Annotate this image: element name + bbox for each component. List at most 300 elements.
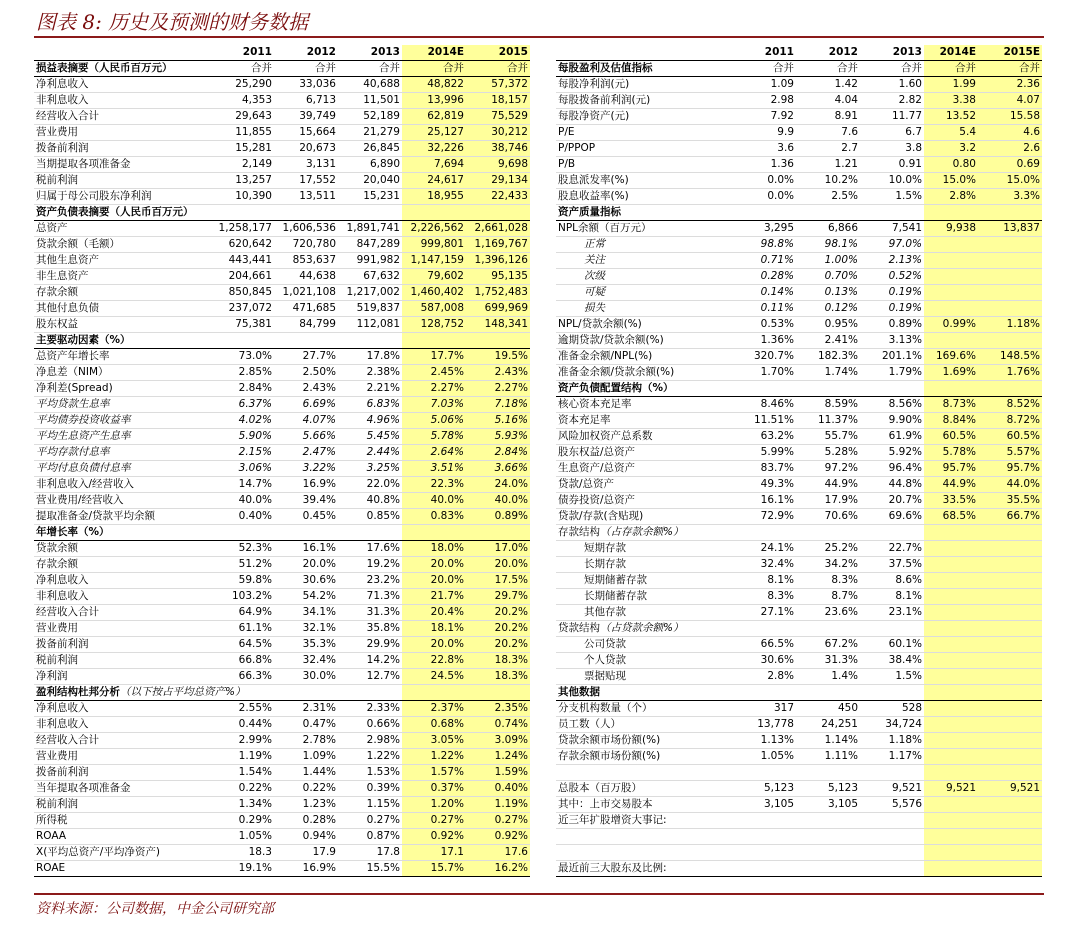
table-row: [34, 637, 530, 653]
value-cell: 3.66%: [466, 461, 530, 477]
row-label: [34, 301, 210, 317]
table-row: [556, 189, 1042, 205]
value-cell: 3,131: [274, 157, 338, 173]
row-label-text: P/B: [558, 158, 576, 170]
row-label-note: （占存款余额%）: [600, 526, 684, 538]
value-cell: 720,780: [274, 237, 338, 253]
value-cell: 850,845: [210, 285, 274, 301]
value-cell: 2.43%: [274, 381, 338, 397]
table-row: [34, 285, 530, 301]
value-cell: 0.19%: [860, 301, 924, 317]
value-cell: 10,390: [210, 189, 274, 205]
value-cell: 2.31%: [274, 701, 338, 717]
table-row: [34, 621, 530, 637]
value-cell: [860, 685, 924, 701]
value-cell: 8.56%: [860, 397, 924, 413]
table-row: [34, 845, 530, 861]
value-cell: [978, 381, 1042, 397]
table-row: [34, 445, 530, 461]
value-cell: [796, 621, 860, 637]
row-label-text: 票据贴现: [584, 670, 626, 682]
value-cell: 450: [796, 701, 860, 717]
value-cell: 1,396,126: [466, 253, 530, 269]
row-label-note: （以下按占平均总资产%）: [120, 686, 246, 698]
value-cell: 1.05%: [732, 749, 796, 765]
row-label: [556, 637, 732, 653]
value-cell: 24,617: [402, 173, 466, 189]
value-cell: 0.40%: [210, 509, 274, 525]
value-cell: 7.6: [796, 125, 860, 141]
value-cell: 9,521: [978, 781, 1042, 797]
row-label-text: 其他数据: [558, 686, 600, 698]
value-cell: 0.27%: [338, 813, 402, 829]
value-cell: 1.5%: [860, 189, 924, 205]
value-cell: 1.70%: [732, 365, 796, 381]
row-label: [556, 461, 732, 477]
value-cell: 20,040: [338, 173, 402, 189]
value-cell: 2.55%: [210, 701, 274, 717]
table-row: [34, 141, 530, 157]
value-cell: 699,969: [466, 301, 530, 317]
row-label-text: P/PPOP: [558, 142, 596, 154]
value-cell: 1.18%: [978, 317, 1042, 333]
value-cell: 7.92: [732, 109, 796, 125]
value-cell: [978, 205, 1042, 221]
row-label: [556, 829, 732, 845]
value-cell: 2.13%: [860, 253, 924, 269]
row-label-text: 债券投资/总资产: [558, 494, 636, 506]
value-cell: [860, 845, 924, 861]
value-cell: 20.0%: [402, 557, 466, 573]
row-label: [556, 125, 732, 141]
value-cell: 0.71%: [732, 253, 796, 269]
value-cell: 1,147,159: [402, 253, 466, 269]
value-cell: 0.11%: [732, 301, 796, 317]
value-cell: 20.0%: [402, 637, 466, 653]
value-cell: 18,955: [402, 189, 466, 205]
value-cell: 29.7%: [466, 589, 530, 605]
value-cell: 18.0%: [402, 541, 466, 557]
row-label-text: 平均存款付息率: [36, 446, 110, 458]
value-cell: 0.45%: [274, 509, 338, 525]
value-cell: 25.2%: [796, 541, 860, 557]
table-row: [556, 397, 1042, 413]
value-cell: 15,231: [338, 189, 402, 205]
table-row: [34, 813, 530, 829]
table-row: [556, 845, 1042, 861]
value-cell: 5.4: [924, 125, 978, 141]
row-label: [556, 365, 732, 381]
value-cell: 112,081: [338, 317, 402, 333]
value-cell: [796, 685, 860, 701]
row-label: [34, 861, 210, 877]
value-cell: 2,149: [210, 157, 274, 173]
value-cell: 5,576: [860, 797, 924, 813]
row-label-text: 股东权益: [36, 318, 78, 330]
value-cell: 2.21%: [338, 381, 402, 397]
title-rule: [34, 36, 1044, 38]
value-cell: 68.5%: [924, 509, 978, 525]
value-cell: [978, 701, 1042, 717]
value-cell: 443,441: [210, 253, 274, 269]
value-cell: 0.22%: [210, 781, 274, 797]
value-cell: 11,501: [338, 93, 402, 109]
value-cell: [978, 285, 1042, 301]
value-cell: 8.72%: [978, 413, 1042, 429]
value-cell: 0.12%: [796, 301, 860, 317]
value-cell: [924, 381, 978, 397]
value-cell: 61.9%: [860, 429, 924, 445]
table-row: [556, 109, 1042, 125]
value-cell: 3,295: [732, 221, 796, 237]
value-cell: 20.0%: [274, 557, 338, 573]
value-cell: 49.3%: [732, 477, 796, 493]
value-cell: 1.53%: [338, 765, 402, 781]
value-cell: 17.9%: [796, 493, 860, 509]
value-cell: 0.53%: [732, 317, 796, 333]
value-cell: [466, 205, 530, 221]
value-cell: 35.8%: [338, 621, 402, 637]
table-row: [556, 765, 1042, 781]
value-cell: 0.22%: [274, 781, 338, 797]
section-header-row: [556, 685, 1042, 701]
table-row: [34, 509, 530, 525]
value-cell: 6.69%: [274, 397, 338, 413]
value-cell: 25,290: [210, 77, 274, 93]
row-label-text: 资本充足率: [558, 414, 611, 426]
value-cell: 2.82: [860, 93, 924, 109]
row-label-text: 准备金余额/NPL(%): [558, 350, 653, 362]
row-label: [34, 669, 210, 685]
value-cell: 2.6: [978, 141, 1042, 157]
value-cell: 66.7%: [978, 509, 1042, 525]
row-label: [556, 93, 732, 109]
value-cell: 18.3%: [466, 653, 530, 669]
table-row: [34, 605, 530, 621]
value-cell: 34.1%: [274, 605, 338, 621]
row-label-text: 总股本（百万股）: [558, 782, 642, 794]
value-cell: [338, 205, 402, 221]
value-cell: 2.7: [796, 141, 860, 157]
row-label: [556, 701, 732, 717]
value-cell: [732, 381, 796, 397]
value-cell: [338, 333, 402, 349]
value-cell: 5.16%: [466, 413, 530, 429]
value-cell: 97.2%: [796, 461, 860, 477]
row-label: [556, 61, 732, 77]
value-cell: 1,258,177: [210, 221, 274, 237]
value-cell: [924, 557, 978, 573]
value-cell: 57,372: [466, 77, 530, 93]
value-cell: 11,855: [210, 125, 274, 141]
value-cell: 32.4%: [732, 557, 796, 573]
section-header-row: [34, 685, 530, 701]
value-cell: 1.79%: [860, 365, 924, 381]
value-cell: [924, 685, 978, 701]
value-cell: 合并: [978, 61, 1042, 77]
value-cell: [978, 637, 1042, 653]
value-cell: 4.96%: [338, 413, 402, 429]
value-cell: 29.9%: [338, 637, 402, 653]
table-row: [34, 413, 530, 429]
value-cell: 6,713: [274, 93, 338, 109]
table-row: [556, 861, 1042, 877]
value-cell: 75,381: [210, 317, 274, 333]
row-label: [556, 733, 732, 749]
value-cell: 1,217,002: [338, 285, 402, 301]
value-cell: [210, 333, 274, 349]
row-label: [34, 173, 210, 189]
table-row: [34, 653, 530, 669]
row-label-text: 净利息收入: [36, 574, 89, 586]
value-cell: 38,746: [466, 141, 530, 157]
value-cell: 3.3%: [978, 189, 1042, 205]
table-row: [556, 781, 1042, 797]
value-cell: [274, 205, 338, 221]
value-cell: 847,289: [338, 237, 402, 253]
value-cell: [924, 589, 978, 605]
section-header-row: [34, 525, 530, 541]
table-row: [556, 253, 1042, 269]
value-cell: 0.47%: [274, 717, 338, 733]
table-row: [556, 461, 1042, 477]
value-cell: 1,169,767: [466, 237, 530, 253]
table-row: [34, 557, 530, 573]
value-cell: 18.1%: [402, 621, 466, 637]
value-cell: 71.3%: [338, 589, 402, 605]
table-row: [34, 477, 530, 493]
value-cell: 8.1%: [732, 573, 796, 589]
value-cell: 0.89%: [466, 509, 530, 525]
table-row: [34, 797, 530, 813]
row-label: [556, 157, 732, 173]
value-cell: 2.44%: [338, 445, 402, 461]
value-cell: [924, 797, 978, 813]
value-cell: 64.9%: [210, 605, 274, 621]
value-cell: 40.0%: [210, 493, 274, 509]
value-cell: [924, 717, 978, 733]
value-cell: [924, 573, 978, 589]
value-cell: 12.7%: [338, 669, 402, 685]
value-cell: [796, 829, 860, 845]
row-label-text: 非利息收入: [36, 94, 89, 106]
row-label-text: 拨备前利润: [36, 638, 89, 650]
table-row: [34, 109, 530, 125]
table-row: [556, 525, 1042, 541]
row-label-text: 总资产年增长率: [36, 350, 110, 362]
value-cell: 1.20%: [402, 797, 466, 813]
row-label-text: 分支机构数量（个）: [558, 702, 653, 714]
value-cell: 2.99%: [210, 733, 274, 749]
value-cell: 29,134: [466, 173, 530, 189]
row-label: [556, 589, 732, 605]
value-cell: 528: [860, 701, 924, 717]
row-label-text: 所得税: [36, 814, 68, 826]
value-cell: 35.3%: [274, 637, 338, 653]
value-cell: 17.9: [274, 845, 338, 861]
value-cell: [732, 845, 796, 861]
value-cell: 8.6%: [860, 573, 924, 589]
value-cell: 15.7%: [402, 861, 466, 877]
value-cell: 5.45%: [338, 429, 402, 445]
value-cell: 13,257: [210, 173, 274, 189]
section-header-row: [556, 381, 1042, 397]
table-row: [556, 829, 1042, 845]
table-row: [556, 749, 1042, 765]
row-label-text: 生息资产/总资产: [558, 462, 636, 474]
value-cell: 0.28%: [274, 813, 338, 829]
table-row: [34, 829, 530, 845]
value-cell: 13,837: [978, 221, 1042, 237]
table-row: [34, 237, 530, 253]
row-label-text: 损益表摘要（人民币百万元）: [36, 62, 173, 74]
value-cell: [978, 237, 1042, 253]
value-cell: 22,433: [466, 189, 530, 205]
value-cell: [796, 381, 860, 397]
value-cell: [796, 765, 860, 781]
header-blank-cell: [34, 45, 210, 61]
value-cell: 0.80: [924, 157, 978, 173]
row-label: [34, 685, 246, 701]
value-cell: 519,837: [338, 301, 402, 317]
row-label: [556, 509, 732, 525]
value-cell: [796, 861, 860, 877]
row-label: [34, 781, 210, 797]
value-cell: 2,661,028: [466, 221, 530, 237]
value-cell: 169.6%: [924, 349, 978, 365]
row-label-note: （占贷款余额%）: [600, 622, 684, 634]
table-row: [556, 237, 1042, 253]
value-cell: 48,822: [402, 77, 466, 93]
value-cell: [978, 301, 1042, 317]
value-cell: 1.42: [796, 77, 860, 93]
value-cell: 6.37%: [210, 397, 274, 413]
value-cell: [732, 829, 796, 845]
row-label: [556, 413, 732, 429]
value-cell: [978, 269, 1042, 285]
value-cell: 44.8%: [860, 477, 924, 493]
row-label-text: 当期提取各项准备金: [36, 158, 131, 170]
value-cell: 6,890: [338, 157, 402, 173]
value-cell: 0.39%: [338, 781, 402, 797]
row-label: [34, 701, 210, 717]
table-row: [34, 221, 530, 237]
row-label: [556, 141, 732, 157]
row-label-text: 短期储蓄存款: [584, 574, 647, 586]
row-label-text: 拨备前利润: [36, 766, 89, 778]
value-cell: [466, 685, 530, 701]
value-cell: 27.1%: [732, 605, 796, 621]
value-cell: 73.0%: [210, 349, 274, 365]
row-label-text: 存款余额: [36, 558, 78, 570]
value-cell: 17.1: [402, 845, 466, 861]
value-cell: 2.47%: [274, 445, 338, 461]
value-cell: [732, 621, 796, 637]
value-cell: 24.5%: [402, 669, 466, 685]
value-cell: [924, 653, 978, 669]
table-row: [34, 541, 530, 557]
table-row: [556, 653, 1042, 669]
row-label: [556, 269, 732, 285]
header-blank-cell: [556, 45, 732, 61]
source-rule: [34, 893, 1044, 895]
row-label: [556, 557, 732, 573]
row-label: [34, 429, 210, 445]
value-cell: 2.8%: [924, 189, 978, 205]
row-label-text: 正常: [584, 238, 605, 250]
value-cell: 5.78%: [924, 445, 978, 461]
value-cell: 3.2: [924, 141, 978, 157]
value-cell: 8.91: [796, 109, 860, 125]
row-label: [34, 205, 210, 221]
value-cell: 3.38: [924, 93, 978, 109]
row-label: [34, 237, 210, 253]
row-label: [34, 541, 210, 557]
row-label: [34, 253, 210, 269]
value-cell: 1.44%: [274, 765, 338, 781]
row-label-text: 个人贷款: [584, 654, 626, 666]
value-cell: 26,845: [338, 141, 402, 157]
value-cell: 5.06%: [402, 413, 466, 429]
value-cell: 0.92%: [466, 829, 530, 845]
value-cell: [860, 205, 924, 221]
value-cell: 15.58: [978, 109, 1042, 125]
value-cell: 31.3%: [338, 605, 402, 621]
value-cell: [924, 845, 978, 861]
value-cell: 70.6%: [796, 509, 860, 525]
row-label: [556, 253, 732, 269]
value-cell: [978, 813, 1042, 829]
value-cell: 4,353: [210, 93, 274, 109]
table-row: [556, 141, 1042, 157]
value-cell: [466, 333, 530, 349]
value-cell: 1.4%: [796, 669, 860, 685]
row-label-text: 当年提取各项准备金: [36, 782, 131, 794]
value-cell: [924, 621, 978, 637]
row-label-text: 其他存款: [584, 606, 626, 618]
row-label: [556, 669, 732, 685]
value-cell: 0.99%: [924, 317, 978, 333]
value-cell: 1,460,402: [402, 285, 466, 301]
value-cell: 3.06%: [210, 461, 274, 477]
row-label-text: 贷款余额市场份额(%): [558, 734, 661, 746]
value-cell: [978, 541, 1042, 557]
row-label-text: 贷款余额: [36, 542, 78, 554]
value-cell: 30.0%: [274, 669, 338, 685]
row-label-text: 风险加权资产总系数: [558, 430, 653, 442]
value-cell: 2.33%: [338, 701, 402, 717]
value-cell: 9,698: [466, 157, 530, 173]
row-label: [34, 845, 210, 861]
value-cell: [732, 813, 796, 829]
value-cell: [860, 813, 924, 829]
row-label: [556, 749, 732, 765]
value-cell: 72.9%: [732, 509, 796, 525]
value-cell: [210, 525, 274, 541]
value-cell: 20.4%: [402, 605, 466, 621]
value-cell: 44,638: [274, 269, 338, 285]
section-header-row: [34, 61, 530, 77]
table-row: [556, 573, 1042, 589]
value-cell: [796, 525, 860, 541]
row-label-text: 员工数（人）: [558, 718, 621, 730]
table-row: [556, 589, 1042, 605]
row-label-text: 税前利润: [36, 798, 78, 810]
table-row: [556, 285, 1042, 301]
value-cell: 63.2%: [732, 429, 796, 445]
value-cell: 201.1%: [860, 349, 924, 365]
row-label-text: 股东权益/总资产: [558, 446, 636, 458]
